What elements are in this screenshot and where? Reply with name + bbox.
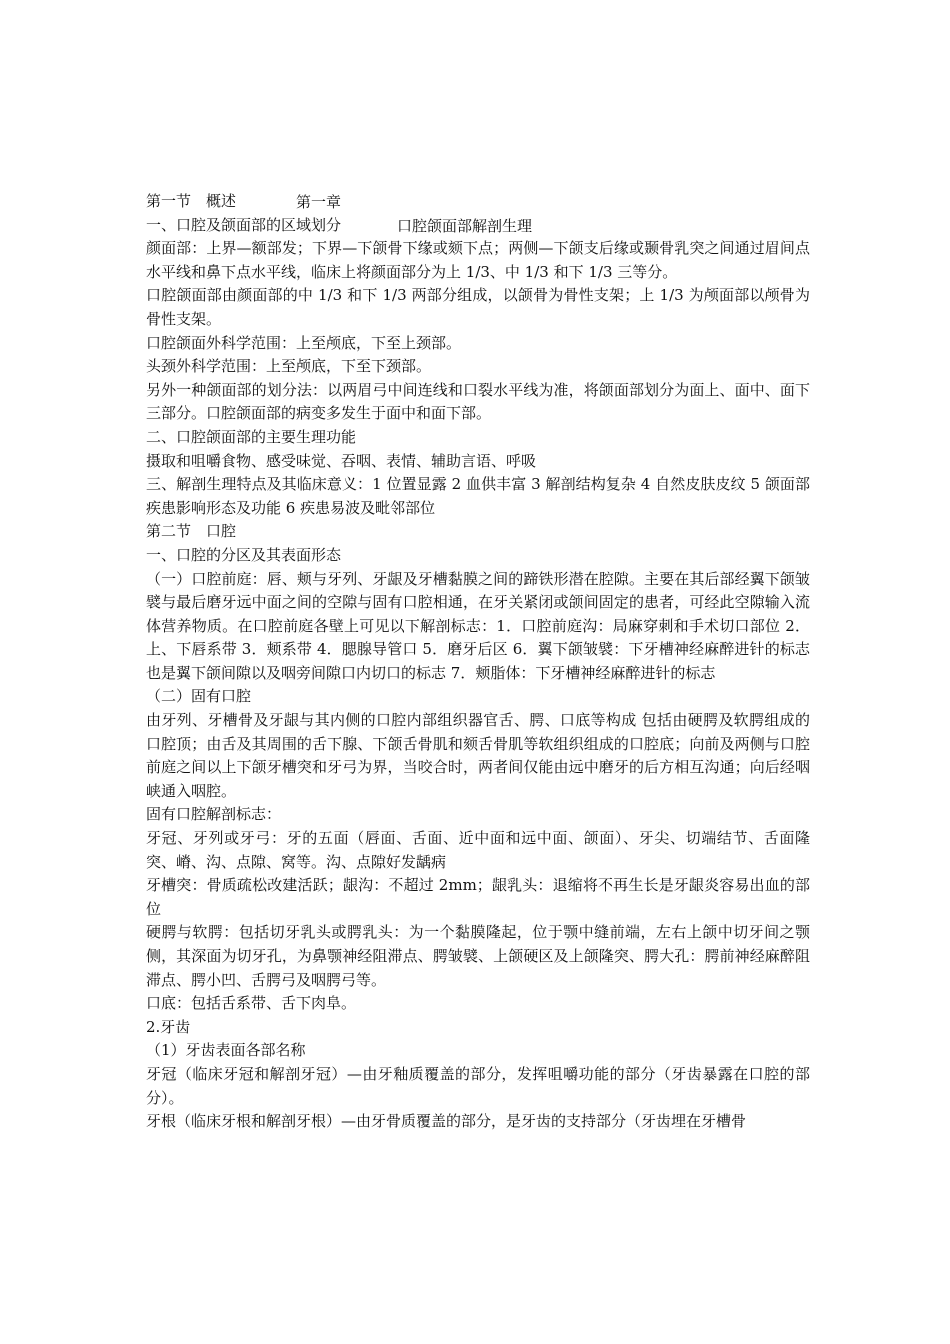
paragraph-oral-maxillofacial: 口腔颌面部由颜面部的中 1/3 和下 1/3 两部分组成，以颌骨为骨性支架；上 1/3 为颅面部以颅骨为骨性支架。 bbox=[146, 286, 810, 328]
paragraph-clinical-significance: 三、解剖生理特点及其临床意义：1 位置显露 2 血供丰富 3 解剖结构复杂 4 自然皮肤皮纹 5 颌面部疾患影响形态及功能 6 疾患易波及毗邻部位 bbox=[146, 475, 810, 517]
subheading-tooth-parts: （1）牙齿表面各部名称 bbox=[146, 1041, 306, 1060]
section-heading-2: 第二节 口腔 bbox=[146, 522, 237, 541]
subheading-proper-oral-cavity: （二）固有口腔 bbox=[146, 687, 252, 706]
subheading-regions: 一、口腔及颌面部的区域划分 bbox=[146, 215, 342, 234]
paragraph-root: 牙根（临床牙根和解剖牙根）—由牙骨质覆盖的部分，是牙齿的支持部分（牙齿埋在牙槽骨 bbox=[146, 1112, 747, 1131]
paragraph-mouth-floor: 口底：包括舌系带、舌下肉阜。 bbox=[146, 994, 357, 1013]
paragraph-landmarks-label: 固有口腔解剖标志： bbox=[146, 805, 282, 824]
paragraph-alveolar: 牙槽突：骨质疏松改建活跃；龈沟：不超过 2mm；龈乳头：退缩将不再生长是牙龈炎容易出血的部位 bbox=[146, 876, 810, 918]
chapter-name: 口腔颌面部解剖生理 bbox=[397, 217, 533, 235]
paragraph-head-neck-scope: 头颈外科学范围：上至颅底，下至下颈部。 bbox=[146, 357, 432, 376]
section-heading-1: 第一节 概述 bbox=[146, 192, 237, 210]
subheading-teeth: 2.牙齿 bbox=[146, 1017, 191, 1036]
paragraph-crown-dentition: 牙冠、牙列或牙弓：牙的五面（唇面、舌面、近中面和远中面、颌面）、牙尖、切端结节、舌面隆突、嵴、沟、点隙、窝等。沟、点隙好发龋病 bbox=[146, 829, 810, 871]
paragraph-surgery-scope: 口腔颌面外科学范围：上至颅底，下至上颈部。 bbox=[146, 333, 462, 352]
paragraph-vestibule: （一）口腔前庭：唇、颊与牙列、牙龈及牙槽黏膜之间的蹄铁形潜在腔隙。主要在其后部经翼下颌皱襞与最后磨牙远中面之间的空隙与固有口腔相通，在牙关紧闭或颌间固定的患者，可经此空隙输入流体营养物质。在口腔前庭各壁上可见以下解剖标志：1．口腔前庭沟：局麻穿刺和手术切口部位 2．上、下唇系带 3．颊系带 4．腮腺导管口 5．磨牙后区 6．翼下颌皱襞：下牙槽神经麻醉进针的标志也是翼下颌间隙以及咽旁间隙口内切口的标志 7．颊脂体：下牙槽神经麻醉进针的标志 bbox=[146, 569, 810, 682]
chapter-number: 第一章 bbox=[296, 193, 342, 211]
paragraph-proper-oral-cavity: 由牙列、牙槽骨及牙龈与其内侧的口腔内部组织器官舌、腭、口底等构成 包括由硬腭及软腭组成的口腔顶；由舌及其周围的舌下腺、下颌舌骨肌和颏舌骨肌等软组织组成的口腔底；向前及两侧与口腔前庭之间以上下颌牙槽突和牙弓为界，当咬合时，两者间仅能由远中磨牙的后方相互沟通；向后经咽峡通入咽腔。 bbox=[146, 711, 810, 800]
paragraph-face-region: 颜面部：上界—额部发；下界—下颌骨下缘或颏下点；两侧—下颌支后缘或颞骨乳突之间通过眉间点水平线和鼻下点水平线，临床上将颜面部分为上 1/3、中 1/3 和下 1/3 三等分。 bbox=[146, 239, 810, 281]
paragraph-crown: 牙冠（临床牙冠和解剖牙冠）—由牙釉质覆盖的部分，发挥咀嚼功能的部分（牙齿暴露在口腔的部分）。 bbox=[146, 1064, 810, 1107]
paragraph-functions: 摄取和咀嚼食物、感受味觉、吞咽、表情、辅助言语、呼吸 bbox=[146, 451, 537, 470]
document-body bbox=[146, 190, 810, 1134]
subheading-functions: 二、口腔颌面部的主要生理功能 bbox=[146, 427, 357, 446]
paragraph-palate: 硬腭与软腭：包括切牙乳头或腭乳头：为一个黏膜隆起，位于颚中缝前端，左右上颌中切牙间之颚侧，其深面为切牙孔，为鼻颚神经阻滞点、腭皱襞、上颌硬区及上颌隆突、腭大孔：腭前神经麻醉阻滞点、腭小凹、舌腭弓及咽腭弓等。 bbox=[146, 923, 810, 989]
subheading-oral-zones: 一、口腔的分区及其表面形态 bbox=[146, 545, 342, 564]
paragraph-alt-division: 另外一种颌面部的划分法：以两眉弓中间连线和口裂水平线为准，将颌面部划分为面上、面中、面下三部分。口腔颌面部的病变多发生于面中和面下部。 bbox=[146, 380, 810, 423]
